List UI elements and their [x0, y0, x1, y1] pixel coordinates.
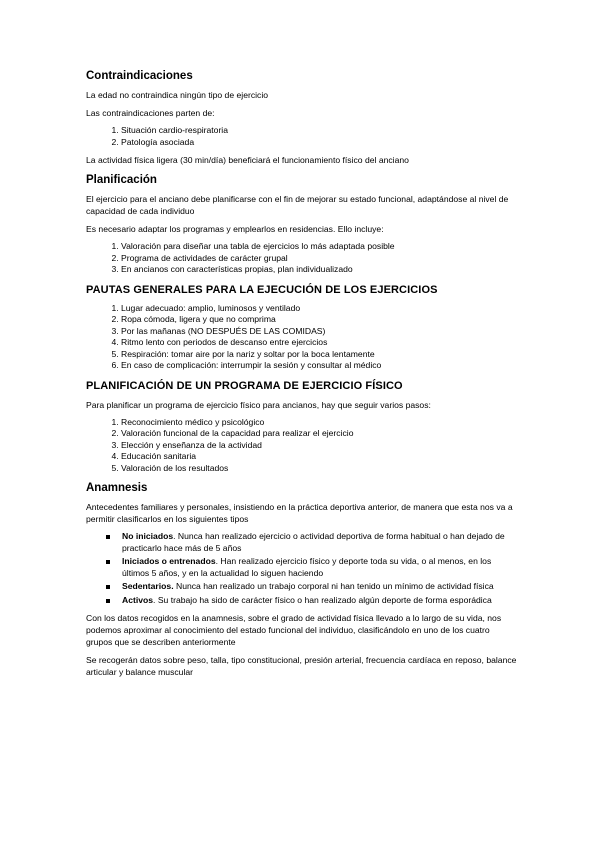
list-item: 3. En ancianos con características propias, plan individualizado [121, 264, 518, 276]
list-item: 1. Reconocimiento médico y psicológico [121, 417, 518, 429]
list-item-term: Iniciados o entrenados [122, 556, 216, 566]
numbered-list-planificacion [86, 241, 518, 276]
list-item: 1. Valoración para diseñar una tabla de ejercicios lo más adaptada posible [121, 241, 518, 253]
document-page [86, 62, 518, 684]
list-item [106, 595, 518, 607]
bullet-icon [106, 585, 110, 589]
list-item: 4. Educación sanitaria [121, 451, 518, 463]
list-item: 4. Ritmo lento con periodos de descanso entre ejercicios [121, 337, 518, 349]
list-item [106, 556, 518, 579]
list-item: 6. En caso de complicación: interrumpir la sesión y consultar al médico [121, 360, 518, 372]
list-item-text: . Su trabajo ha sido de carácter físico o han realizado algún deporte de forma esporádica [153, 594, 492, 605]
heading-pautas-generales: PAUTAS GENERALES PARA LA EJECUCIÓN DE LOS EJERCICIOS [86, 283, 438, 296]
paragraph: Antecedentes familiares y personales, insistiendo en la práctica deportiva anterior, de manera que esta nos va a permitir clasificarlos en los siguientes tipos [86, 502, 513, 524]
list-item: 1. Lugar adecuado: amplio, luminosos y ventilado [121, 303, 518, 315]
list-item: 3. Elección y enseñanza de la actividad [121, 440, 518, 452]
paragraph: Para planificar un programa de ejercicio físico para ancianos, hay que seguir varios pasos: [86, 399, 431, 410]
list-item-term: Sedentarios. [122, 581, 174, 591]
paragraph: Con los datos recogidos en la anamnesis, sobre el grado de actividad física llevado a lo largo de su vida, nos podemos aproximar al conocimiento del estado funcional del individuo, clasificándolo en uno de los cuatro grupos que se describen anteriormente [86, 613, 502, 647]
paragraph: Es necesario adaptar los programas y emplearlos en residencias. Ello incluye: [86, 224, 384, 234]
heading-anamnesis: Anamnesis [86, 482, 148, 494]
list-item: 2. Valoración funcional de la capacidad para realizar el ejercicio [121, 428, 518, 440]
paragraph: La edad no contraindica ningún tipo de ejercicio [86, 90, 269, 100]
paragraph: Se recogerán datos sobre peso, talla, tipo constitucional, presión arterial, frecuencia cardíaca en reposo, balance articular y balance muscular [86, 655, 517, 677]
list-item: 2. Programa de actividades de carácter grupal [121, 253, 518, 265]
bullet-icon [106, 599, 110, 603]
list-item: 2. Patología asociada [121, 137, 518, 149]
heading-planificacion: Planificación [86, 174, 157, 186]
list-item: 5. Respiración: tomar aire por la nariz y soltar por la boca lentamente [121, 349, 518, 361]
numbered-list-pautas [86, 303, 518, 372]
list-item: 1. Situación cardio-respiratoria [121, 125, 518, 137]
list-item-term: No iniciados [122, 531, 174, 541]
heading-planificacion-programa: PLANIFICACIÓN DE UN PROGRAMA DE EJERCICIO FÍSICO [86, 379, 403, 392]
numbered-list-programa [86, 417, 518, 475]
bullet-list-anamnesis [86, 531, 518, 606]
paragraph: Las contraindicaciones parten de: [86, 108, 215, 118]
list-item [106, 531, 518, 554]
list-item [106, 581, 518, 593]
heading-contraindicaciones: Contraindicaciones [86, 70, 193, 82]
bullet-icon [106, 560, 110, 564]
paragraph: La actividad física ligera (30 min/día) beneficiará el funcionamiento físico del anciano [86, 155, 409, 165]
paragraph: El ejercicio para el anciano debe planificarse con el fin de mejorar su estado funcional, adaptándose al nivel de capacidad de cada individuo [86, 194, 509, 216]
list-item: 3. Por las mañanas (NO DESPUÉS DE LAS COMIDAS) [121, 326, 518, 338]
numbered-list-contraindicaciones [86, 125, 518, 148]
list-item-text: . Han realizado ejercicio físico y deporte toda su vida, o al menos, en los últimos 5 años, y en la actualidad lo siguen haciendo [122, 556, 492, 578]
list-item: 5. Valoración de los resultados [121, 463, 518, 475]
list-item-term: Activos [122, 594, 154, 605]
bullet-icon [106, 535, 110, 539]
list-item-text: . Nunca han realizado ejercicio o actividad deportiva de forma habitual o han dejado de practicarlo hace más de 5 años [122, 531, 505, 553]
list-item-text: Nunca han realizado un trabajo corporal ni han tenido un mínimo de actividad física [173, 581, 494, 591]
list-item: 2. Ropa cómoda, ligera y que no comprima [121, 314, 518, 326]
